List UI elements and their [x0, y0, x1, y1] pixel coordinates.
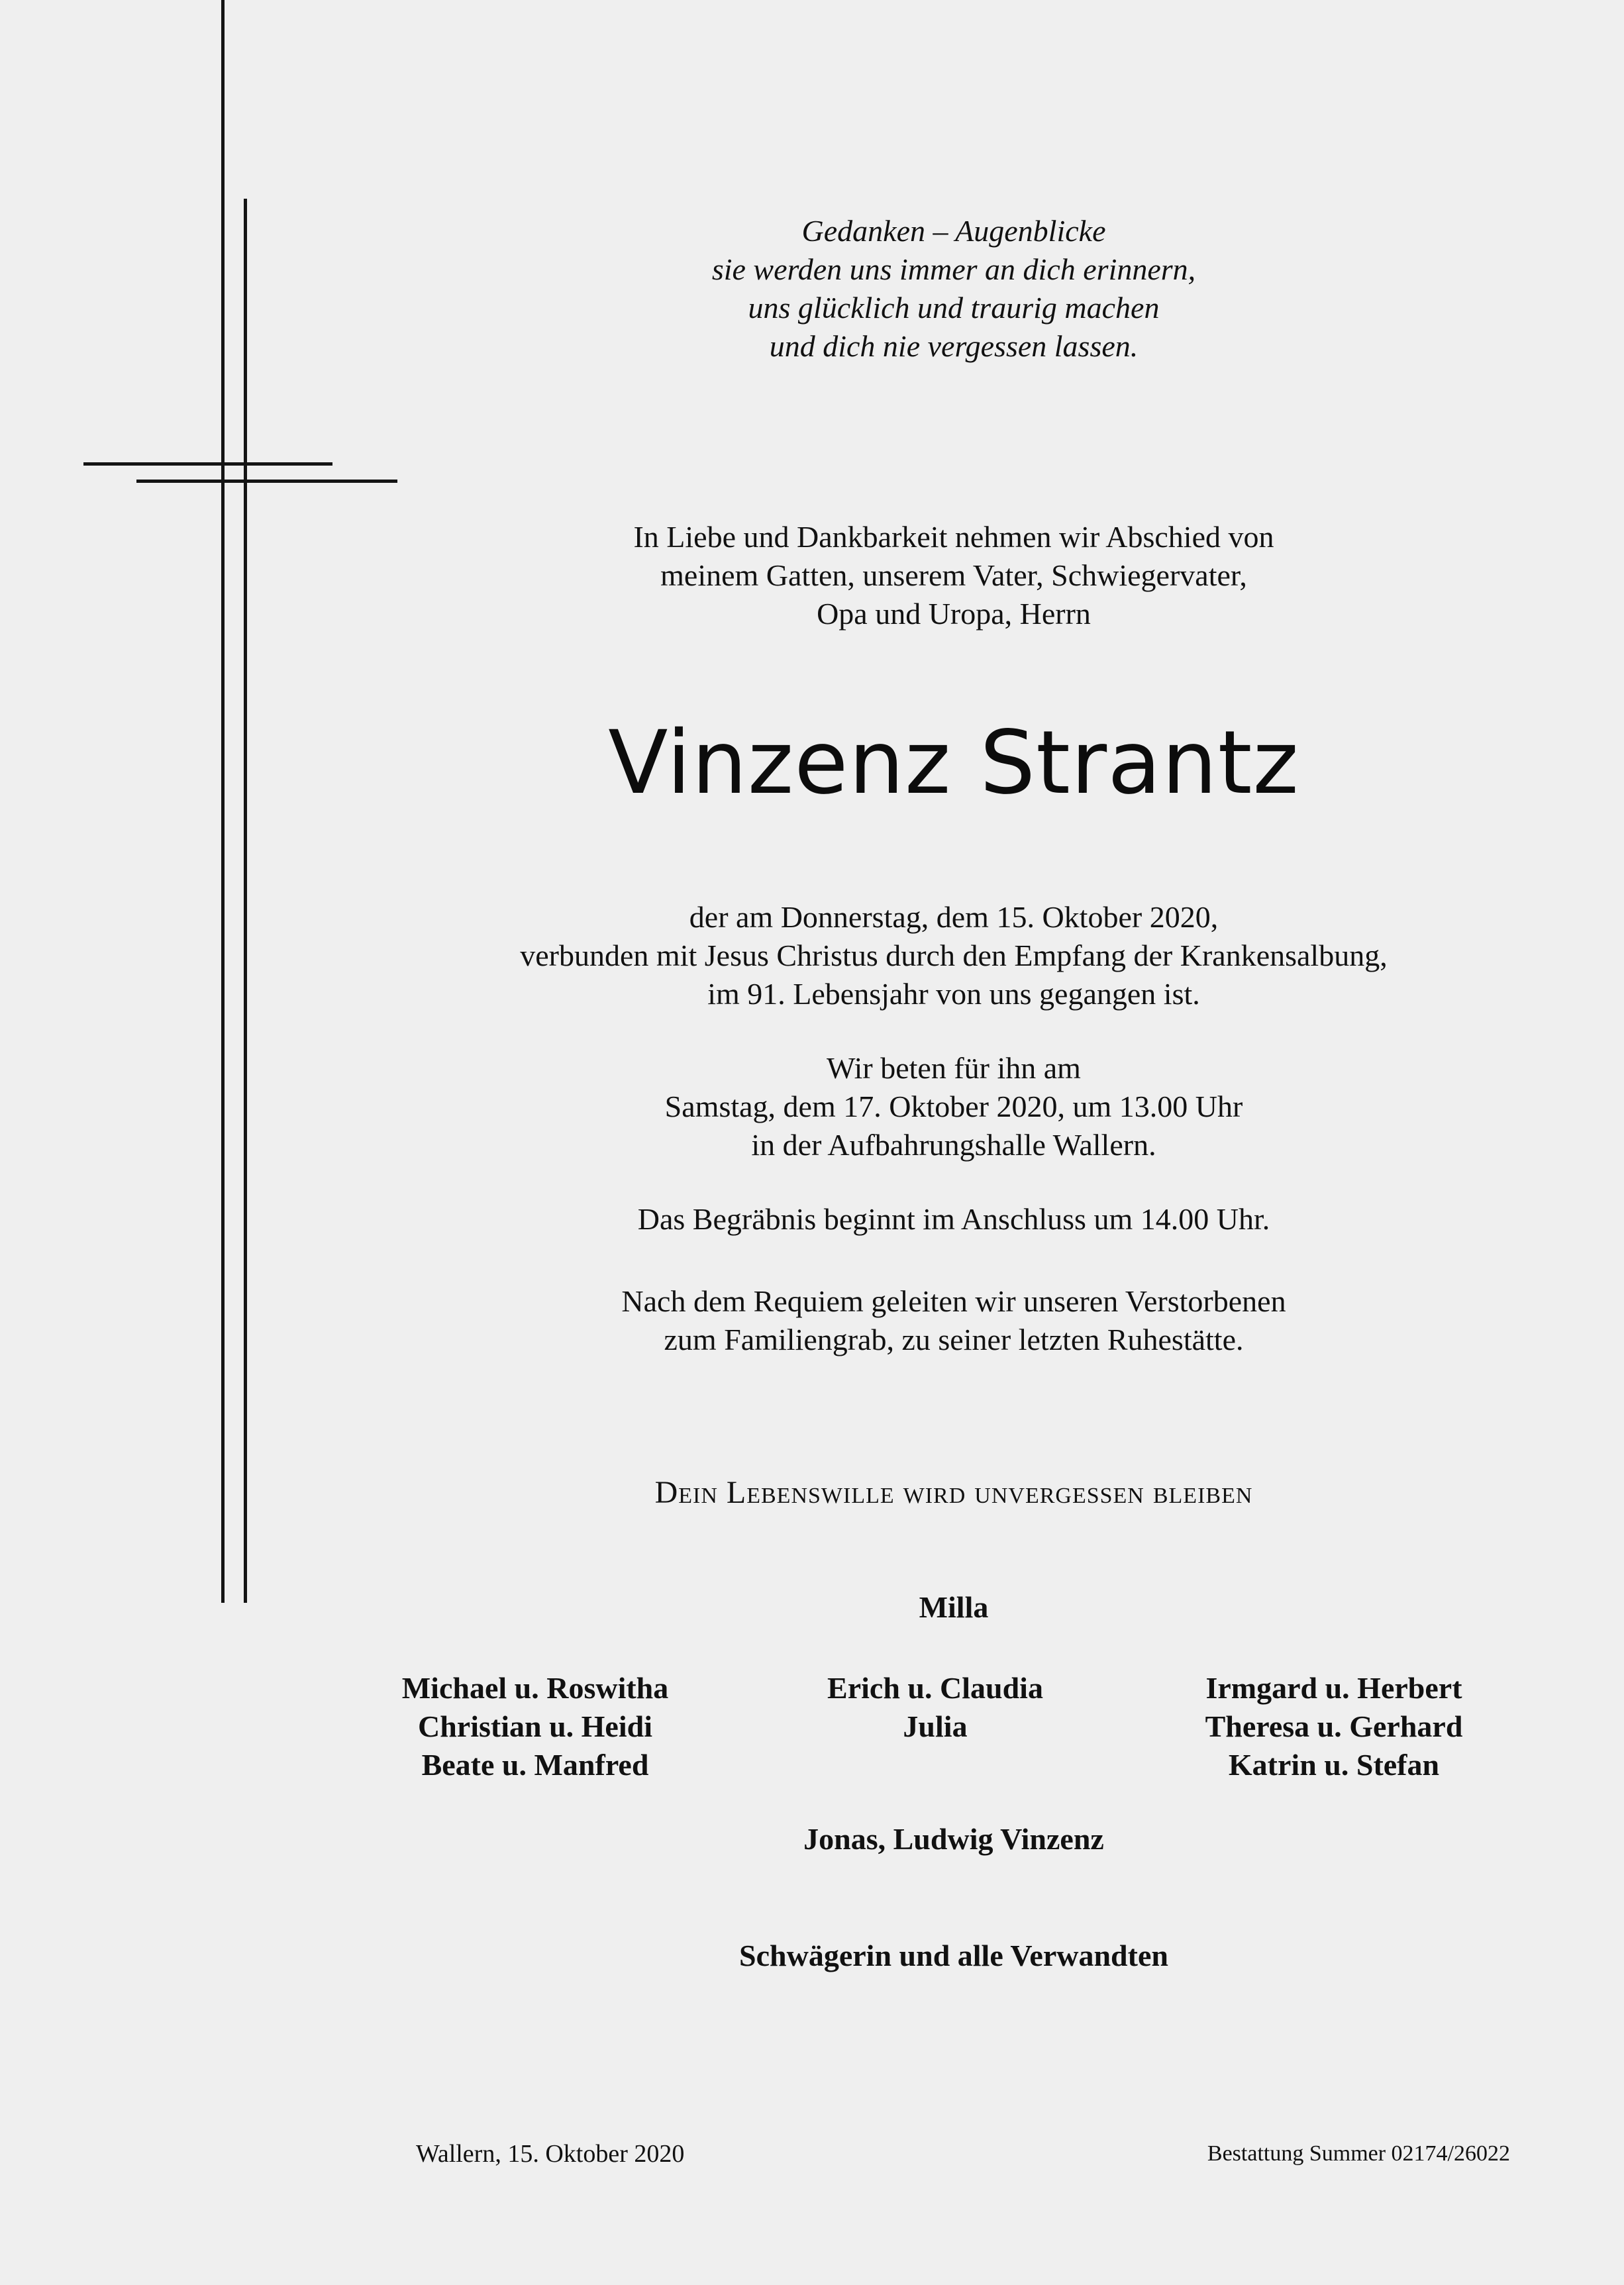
cross-vertical-inner — [244, 199, 247, 1603]
prayer-line: in der Aufbahrungshalle Wallern. — [751, 1128, 1156, 1162]
intro-text — [371, 518, 1537, 633]
intro-line: Opa und Uropa, Herrn — [817, 597, 1091, 631]
family-column-right — [1129, 1669, 1539, 1784]
family-member: Julia — [903, 1709, 968, 1743]
family-member: Erich u. Claudia — [827, 1671, 1043, 1705]
footer-undertaker: Bestattung Summer 02174/26022 — [1207, 2141, 1510, 2166]
intro-line: In Liebe und Dankbarkeit nehmen wir Abschied von — [633, 520, 1274, 554]
intro-line: meinem Gatten, unserem Vater, Schwiegervater, — [660, 558, 1247, 592]
grandchildren: Jonas, Ludwig Vinzenz — [803, 1822, 1104, 1856]
family-member: Beate u. Manfred — [421, 1748, 649, 1782]
requiem-notice — [371, 1282, 1537, 1359]
cross-vertical-outer — [221, 0, 225, 1603]
prayer-line: Samstag, dem 17. Oktober 2020, um 13.00 Uhr — [664, 1090, 1243, 1123]
widow-name: Milla — [919, 1590, 989, 1624]
prayer-notice — [371, 1049, 1537, 1164]
requiem-line: Nach dem Requiem geleiten wir unseren Verstorbenen — [621, 1284, 1286, 1318]
relatives: Schwägerin und alle Verwandten — [739, 1939, 1168, 1972]
poem-line: sie werden uns immer an dich erinnern, — [711, 252, 1196, 286]
family-member: Michael u. Roswitha — [401, 1671, 669, 1705]
family-member: Christian u. Heidi — [417, 1709, 652, 1743]
family-member: Irmgard u. Herbert — [1205, 1671, 1462, 1705]
family-member: Theresa u. Gerhard — [1205, 1709, 1463, 1743]
prayer-line: Wir beten für ihn am — [827, 1051, 1081, 1085]
poem — [371, 212, 1537, 366]
cross-horizontal-upper — [83, 462, 332, 466]
family-column-left — [330, 1669, 740, 1784]
poem-line: und dich nie vergessen lassen. — [769, 329, 1139, 363]
death-line: verbunden mit Jesus Christus durch den Empfang der Krankensalbung, — [520, 939, 1388, 972]
family-member: Katrin u. Stefan — [1228, 1748, 1440, 1782]
burial-notice: Das Begräbnis beginnt im Anschluss um 14.00 Uhr. — [637, 1202, 1270, 1236]
cross-horizontal-lower — [136, 480, 397, 483]
family-column-center — [730, 1669, 1141, 1746]
footer-place-date: Wallern, 15. Oktober 2020 — [416, 2140, 685, 2168]
poem-line: uns glücklich und traurig machen — [748, 291, 1160, 325]
death-line: im 91. Lebensjahr von uns gegangen ist. — [707, 977, 1200, 1011]
motto: Dein Lebenswille wird unvergessen bleiben — [654, 1475, 1253, 1510]
death-notice — [371, 898, 1537, 1013]
requiem-line: zum Familiengrab, zu seiner letzten Ruhestätte. — [664, 1323, 1244, 1356]
deceased-name: Vinzenz Strantz — [608, 712, 1299, 814]
death-line: der am Donnerstag, dem 15. Oktober 2020, — [689, 900, 1219, 934]
poem-line: Gedanken – Augenblicke — [801, 214, 1106, 248]
